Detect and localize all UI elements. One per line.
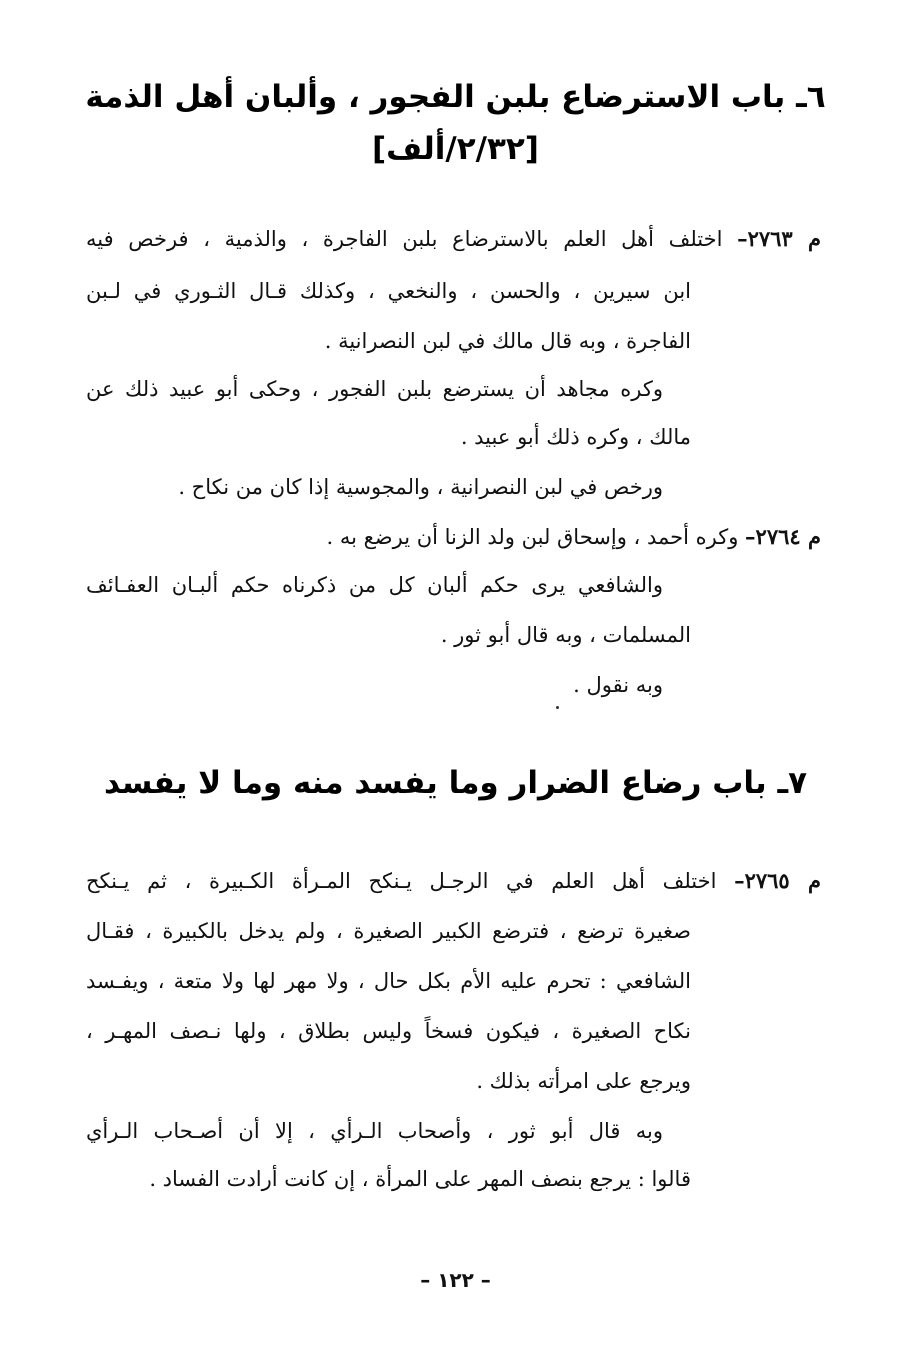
ink-speck: [556, 706, 559, 709]
issue-2763-text: اختلف أهل العلم بالاسترضاع بلبن الفاجرة ، والذمية ، فرخص فيه: [86, 227, 723, 251]
page-number: – ١٢٢ –: [420, 1268, 491, 1292]
issue-2763-line-3: الفاجرة ، وبه قال مالك في لبن النصرانية .: [324, 329, 691, 353]
issue-2764-line-1: [86, 522, 821, 552]
issue-2764-para-2-line-1: والشافعي يرى حكم ألبان كل من ذكرناه حكم ألبـان العفـائف: [86, 573, 663, 597]
issue-2764-para-3: وبه نقول .: [573, 673, 663, 697]
issue-2765-line-5: ويرجع على امرأته بذلك .: [476, 1069, 691, 1093]
issue-2763-label: م ٢٧٦٣–: [737, 226, 821, 251]
issue-2765-label: م ٢٧٦٥–: [734, 868, 821, 893]
issue-2765-para-2-line-1: وبه قال أبو ثور ، وأصحاب الـرأي ، إلا أن أصـحاب الـرأي: [86, 1119, 663, 1143]
issue-2765-line-4: نكاح الصغيرة ، فيكون فسخاً وليس بطلاق ، ولها نـصف المهـر ،: [86, 1019, 691, 1043]
issue-2763-line-1: [86, 224, 821, 254]
section-7-title: ٧ـ باب رضاع الضرار وما يفسد منه وما لا يفسد: [103, 765, 807, 801]
issue-2764-text: وكره أحمد ، وإسحاق لبن ولد الزنا أن يرضع به .: [326, 525, 739, 549]
issue-2763-line-2: ابن سيرين ، والحسن ، والنخعي ، وكذلك قـال الثـوري في لـبن: [86, 279, 691, 303]
issue-2765-line-3: الشافعي : تحرم عليه الأم بكل حال ، ولا مهر لها ولا متعة ، ويفـسد: [86, 969, 691, 993]
issue-2764-label: م ٢٧٦٤–: [745, 524, 821, 549]
issue-2765-line-1: [86, 866, 821, 896]
issue-2764-para-2-line-2: المسلمات ، وبه قال أبو ثور .: [440, 623, 691, 647]
issue-2763-para-3: ورخص في لبن النصرانية ، والمجوسية إذا كان من نكاح .: [178, 475, 663, 499]
section-6-title: ٦ـ باب الاسترضاع بلبن الفجور ، وألبان أهل الذمة: [85, 79, 826, 115]
section-6-reference: [٢/٣٢/ألف]: [372, 131, 539, 167]
issue-2765-text: اختلف أهل العلم في الرجـل يـنكح المـرأة الكـبيرة ، ثم يـنكح: [86, 869, 717, 893]
issue-2763-para-2-line-1: وكره مجاهد أن يسترضع بلبن الفجور ، وحكى أبو عبيد ذلك عن: [86, 377, 663, 401]
issue-2763-para-2-line-2: مالك ، وكره ذلك أبو عبيد .: [460, 425, 691, 449]
issue-2765-line-2: صغيرة ترضع ، فترضع الكبير الصغيرة ، ولم يدخل بالكبيرة ، فقـال: [86, 919, 691, 943]
issue-2765-para-2-line-2: قالوا : يرجع بنصف المهر على المرأة ، إن كانت أرادت الفساد .: [149, 1167, 691, 1191]
